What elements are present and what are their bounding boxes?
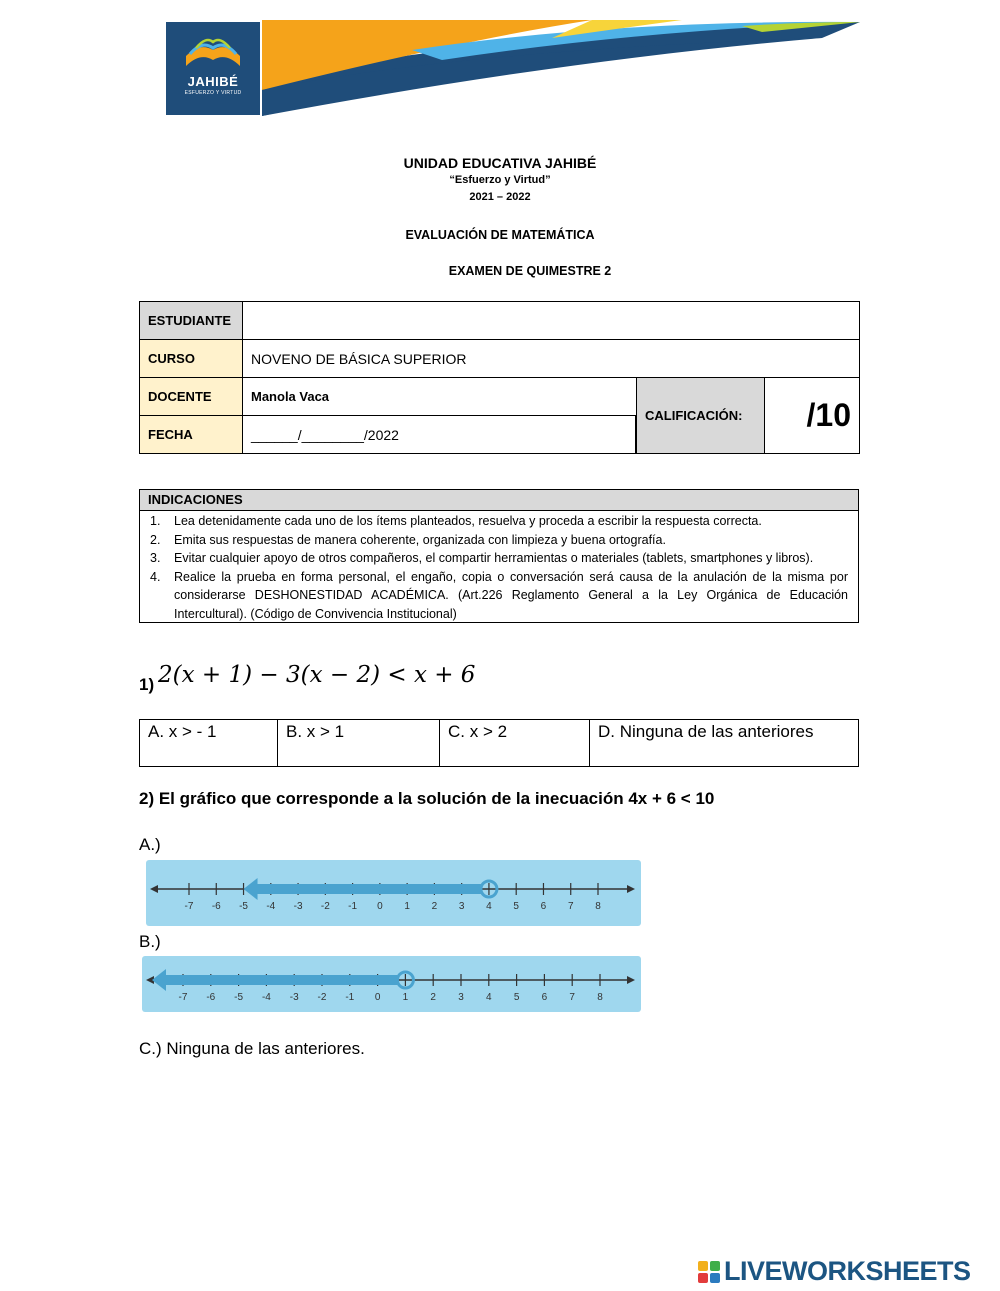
- question-2-title: 2) El gráfico que corresponde a la solución de la inecuación 4x + 6 < 10: [139, 789, 715, 808]
- logo-name: JAHIBÉ: [187, 74, 239, 89]
- item-number: 3.: [150, 551, 161, 566]
- list-item: [150, 531, 848, 550]
- tick-label: -2: [317, 992, 327, 1003]
- tick-label: 5: [513, 992, 520, 1003]
- tick-label: 7: [569, 992, 575, 1003]
- liveworksheets-logo: [698, 1256, 971, 1287]
- course-value: NOVENO DE BÁSICA SUPERIOR: [243, 340, 859, 378]
- tick-label: -5: [239, 901, 248, 912]
- tick-label: -1: [345, 992, 355, 1003]
- tick-label: 8: [595, 901, 601, 912]
- solution-arrow: [152, 969, 166, 991]
- instructions-box: [139, 489, 859, 623]
- grade-value: /10: [806, 397, 851, 433]
- header-banner: [262, 20, 862, 116]
- tick-label: 6: [540, 901, 547, 912]
- option-b[interactable]: B. x > 1: [278, 720, 440, 766]
- teacher-label: DOCENTE: [140, 378, 243, 416]
- option-a-label[interactable]: A.): [139, 835, 161, 854]
- solution-ray: [254, 884, 481, 894]
- school-logo: [166, 22, 260, 115]
- school-motto: “Esfuerzo y Virtud”: [449, 174, 551, 186]
- tick-label: -4: [266, 901, 276, 912]
- instructions-title: INDICACIONES: [140, 490, 858, 511]
- axis-arrow-right: [627, 976, 635, 984]
- tick-label: 0: [377, 901, 383, 912]
- tick-label: -7: [178, 992, 188, 1003]
- tick-label: 0: [374, 992, 381, 1003]
- axis-arrow-right: [627, 885, 635, 893]
- student-info-table: [139, 301, 860, 454]
- list-item: [150, 568, 848, 624]
- student-label: ESTUDIANTE: [140, 302, 243, 340]
- list-item: [150, 549, 848, 568]
- option-c[interactable]: C. x > 2: [440, 720, 590, 766]
- tick-label: -6: [211, 901, 221, 912]
- question-1-options: [139, 719, 859, 767]
- tick-label: 6: [541, 992, 548, 1003]
- tick-label: 2: [431, 901, 438, 912]
- tick-label: 1: [404, 901, 410, 912]
- student-field[interactable]: [243, 302, 859, 340]
- tick-label: 8: [597, 992, 603, 1003]
- liveworksheets-brand: LIVEWORKSHEETS: [724, 1256, 971, 1286]
- option-b-label[interactable]: B.): [139, 932, 161, 951]
- tick-label: -3: [289, 992, 299, 1003]
- question-1-number: 1): [139, 675, 155, 694]
- tick-label: 7: [567, 901, 574, 912]
- logo-square: [698, 1273, 708, 1283]
- tick-label: 3: [458, 992, 464, 1003]
- item-text: Evitar cualquier apoyo de otros compañeros, el compartir herramientas o materiales (tablets, smartphones y libros).: [174, 551, 814, 566]
- date-label: FECHA: [140, 416, 243, 453]
- logo-motto: ESFUERZO Y VIRTUD: [184, 90, 242, 96]
- number-line-a-graph: [146, 860, 641, 926]
- tick-label: 4: [486, 992, 492, 1003]
- logo-square: [710, 1261, 720, 1271]
- logo-squares: [698, 1261, 720, 1283]
- date-field[interactable]: ______/________/2022: [243, 416, 636, 453]
- item-text: Realice la prueba en forma personal, el engaño, copia o conversación será causa de la anulación de la misma por considerarse DESHONESTIDAD ACADÉMICA. (Art.226 Reglamento General a la Ley Orgánica de Educación Intercultural). (Código de Convivencia Institucional): [174, 569, 848, 621]
- open-book-icon: [166, 26, 260, 76]
- question-1-expression: 2(x + 1) − 3(x − 2) < x + 6: [158, 662, 476, 688]
- logo-square: [698, 1261, 708, 1271]
- number-line-b[interactable]: [142, 956, 641, 1012]
- tick-label: 2: [430, 992, 436, 1003]
- grade-label: CALIFICACIÓN:: [636, 378, 765, 453]
- tick-label: 4: [486, 901, 492, 912]
- item-text: Emita sus respuestas de manera coherente, organizada con limpieza y buena ortografía.: [174, 532, 666, 547]
- tick-label: 3: [458, 901, 465, 912]
- tick-label: -6: [206, 992, 216, 1003]
- tick-label: -7: [184, 901, 194, 912]
- tick-label: -5: [234, 992, 244, 1003]
- instructions-list: [150, 512, 848, 624]
- solution-ray: [162, 975, 397, 985]
- option-d[interactable]: D. Ninguna de las anteriores: [598, 722, 814, 741]
- tick-label: 1: [402, 992, 409, 1003]
- number-line-a[interactable]: [146, 860, 641, 926]
- school-year: 2021 – 2022: [469, 191, 531, 203]
- tick-label: -1: [348, 901, 358, 912]
- tick-label: 5: [513, 901, 519, 912]
- number-line-b-graph: [142, 956, 641, 1012]
- axis-arrow-left: [150, 885, 158, 893]
- tick-label: -2: [320, 901, 330, 912]
- item-number: 4.: [150, 569, 161, 584]
- item-number: 2.: [150, 532, 161, 547]
- course-label: CURSO: [140, 340, 243, 378]
- item-text: Lea detenidamente cada uno de los ítems planteados, resuelva y proceda a escribir la respuesta correcta.: [174, 514, 762, 528]
- item-number: 1.: [150, 514, 161, 528]
- teacher-value: Manola Vaca: [243, 378, 636, 416]
- tick-label: -4: [261, 992, 271, 1003]
- logo-square: [710, 1273, 720, 1283]
- tick-label: -3: [293, 901, 303, 912]
- option-c-label[interactable]: C.) Ninguna de las anteriores.: [139, 1039, 365, 1058]
- evaluation-title: EVALUACIÓN DE MATEMÁTICA: [405, 228, 595, 242]
- solution-arrow: [244, 878, 258, 900]
- option-a[interactable]: A. x > - 1: [140, 720, 278, 766]
- list-item: [150, 512, 848, 531]
- school-name: UNIDAD EDUCATIVA JAHIBÉ: [403, 155, 597, 171]
- exam-title: EXAMEN DE QUIMESTRE 2: [448, 264, 612, 278]
